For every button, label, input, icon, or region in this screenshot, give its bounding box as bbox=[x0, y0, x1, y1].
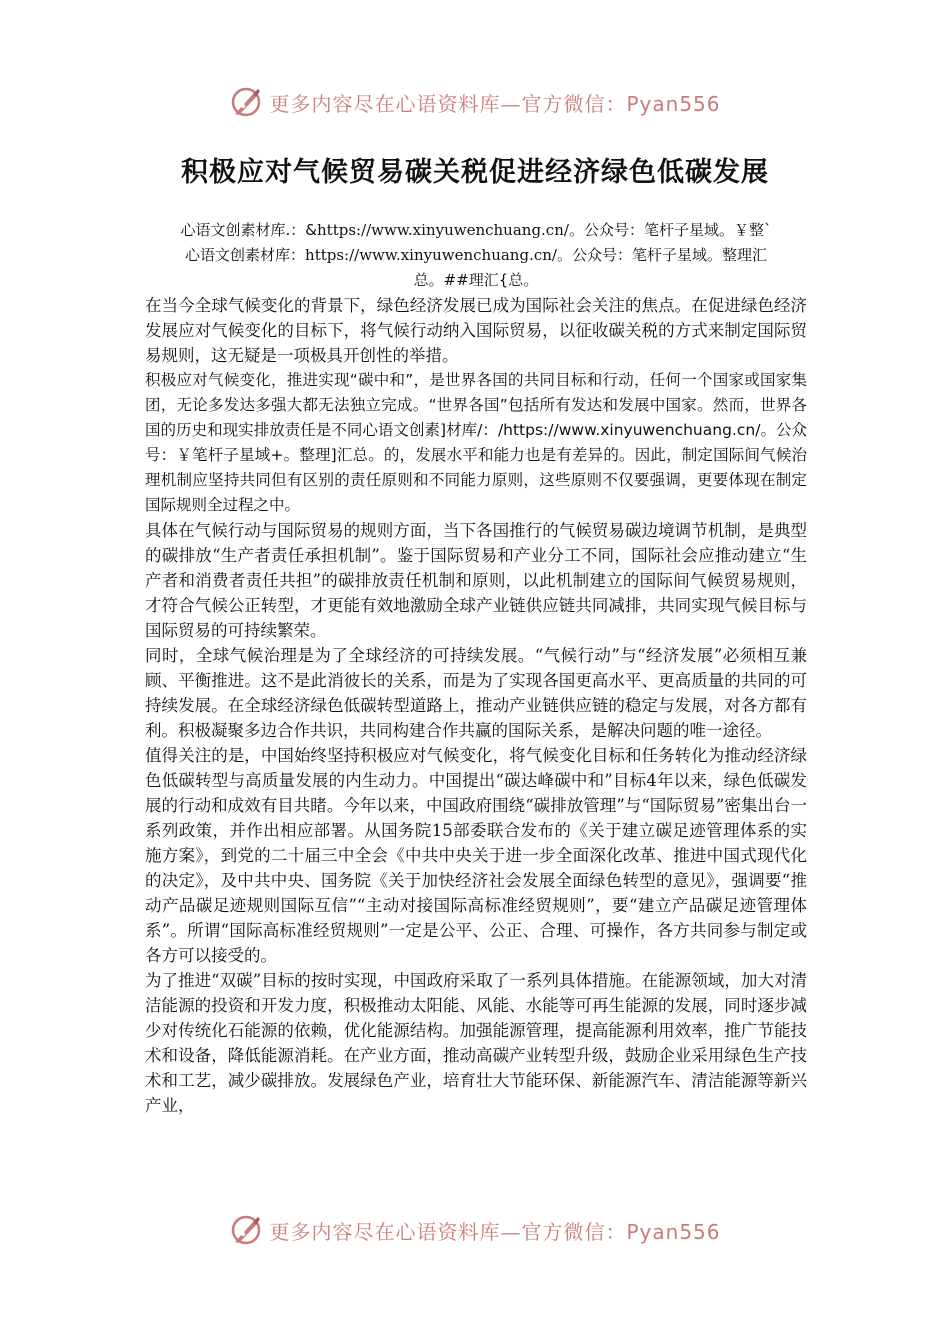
paragraph-china-policy: 值得关注的是，中国始终坚持积极应对气候变化，将气候变化目标和任务转化为推动经济绿色低碳转型与高质量发展的内生动力。中国提出“碳达峰碳中和”目标4年以来，绿色低碳发展的行动和成效有目共睹。今年以来，中国政府围绕“碳排放管理”与“国际贸易”密集出台一系列政策，并作出相应部署。从国务院15部委联合发布的《关于建立碳足迹管理体系的实施方案》，到党的二十届三中全会《中共中央关于进一步全面深化改革、推进中国式现代化的决定》，及中共中央、国务院《关于加快经济社会发展全面绿色转型的意见》，强调要“推动产品碳足迹规则国际互信”“主动对接国际高标准经贸规则”，要“建立产品碳足迹管理体系”。所谓“国际高标准经贸规则”一定是公平、公正、合理、可操作，各方共同参与制定或各方可以接受的。 bbox=[145, 746, 807, 965]
paragraph-trade-rules: 具体在气候行动与国际贸易的规则方面，当下各国推行的气候贸易碳边境调节机制，是典型的碳排放“生产者责任承担机制”。鉴于国际贸易和产业分工不同，国际社会应推动建立“生产者和消费者责任共担”的碳排放责任机制和原则，以此机制建立的国际间气候贸易规则，才符合气候公正转型，才更能有效地激励全球产业链供应链共同减排，共同实现气候目标与国际贸易的可持续繁荣。 bbox=[145, 521, 807, 640]
meta-suffix: 。公众号：笔杆子星域。￥整` bbox=[568, 221, 772, 239]
paragraph-intro: 在当今全球气候变化的背景下，绿色经济发展已成为国际社会关注的焦点。在促进绿色经济发展应对气候变化的目标下，将气候行动纳入国际贸易，以征收碳关税的方式来制定国际贸易规则，这无疑是一项极具开创性的举措。 bbox=[145, 296, 807, 365]
meta-suffix: 总。##理汇{总。 bbox=[413, 271, 539, 289]
footer-banner bbox=[0, 1210, 950, 1250]
quill-logo-icon bbox=[229, 85, 263, 119]
meta-prefix: 心语文创素材库.：& bbox=[180, 221, 317, 239]
meta-suffix: 。公众号：笔杆子星域。整理汇 bbox=[556, 246, 767, 264]
quill-logo-icon bbox=[229, 1213, 263, 1247]
meta-url-link[interactable]: https://www.xinyuwenchuang.cn/ bbox=[317, 221, 569, 239]
meta-url-link[interactable]: https://www.xinyuwenchuang.cn/ bbox=[305, 246, 557, 264]
header-banner bbox=[0, 82, 950, 122]
banner-caption: 更多内容尽在心语资料库—官方微信： bbox=[269, 91, 627, 116]
document-body bbox=[145, 218, 807, 1118]
meta-prefix: 心语文创素材库： bbox=[185, 246, 306, 264]
paragraph-sustainable-development: 同时，全球气候治理是为了全球经济的可持续发展。“气候行动”与“经济发展”必须相互兼顾、平衡推进。这不是此消彼长的关系，而是为了实现各国更高水平、更高质量的共同的可持续发展。在全球经济绿色低碳转型道路上，推动产业链供应链的稳定与发展，对各方都有利。积极凝聚多边合作共识，共同构建合作共赢的国际关系，是解决问题的唯一途径。 bbox=[145, 646, 807, 740]
banner-caption: 更多内容尽在心语资料库—官方微信： bbox=[269, 1219, 627, 1244]
paragraph-common-goal: 积极应对气候变化，推进实现“碳中和”，是世界各国的共同目标和行动，任何一个国家或国家集团，无论多发达多强大都无法独立完成。“世界各国”包括所有发达和发展中国家。然而，世界各国的历史和现实排放责任是不同心语文创素]材库/：/https://www.xinyuwenchuang.cn/。公众号：￥笔杆子星域+。整理]汇总。的，发展水平和能力也是有差异的。因此，制定国际间气候治理机制应坚持共同但有区别的责任原则和不同能力原则，这些原则不仅要强调，更要体现在制定国际规则全过程之中。 bbox=[145, 371, 807, 514]
wechat-id: Pyan556 bbox=[626, 91, 721, 116]
banner-text bbox=[269, 88, 720, 117]
wechat-id: Pyan556 bbox=[626, 1219, 721, 1244]
page-title: 积极应对气候贸易碳关税促进经济绿色低碳发展 bbox=[181, 157, 769, 188]
meta-line-2 bbox=[145, 243, 807, 268]
meta-line-3 bbox=[145, 268, 807, 293]
meta-line-1 bbox=[145, 218, 807, 243]
banner-text bbox=[269, 1216, 720, 1245]
paragraph-dual-carbon-measures: 为了推进“双碳”目标的按时实现，中国政府采取了一系列具体措施。在能源领域，加大对清洁能源的投资和开发力度，积极推动太阳能、风能、水能等可再生能源的发展，同时逐步减少对传统化石能源的依赖，优化能源结构。加强能源管理，提高能源利用效率，推广节能技术和设备，降低能源消耗。在产业方面，推动高碳产业转型升级，鼓励企业采用绿色生产技术和工艺，减少碳排放。发展绿色产业，培育壮大节能环保、新能源汽车、清洁能源等新兴产业， bbox=[145, 971, 807, 1115]
